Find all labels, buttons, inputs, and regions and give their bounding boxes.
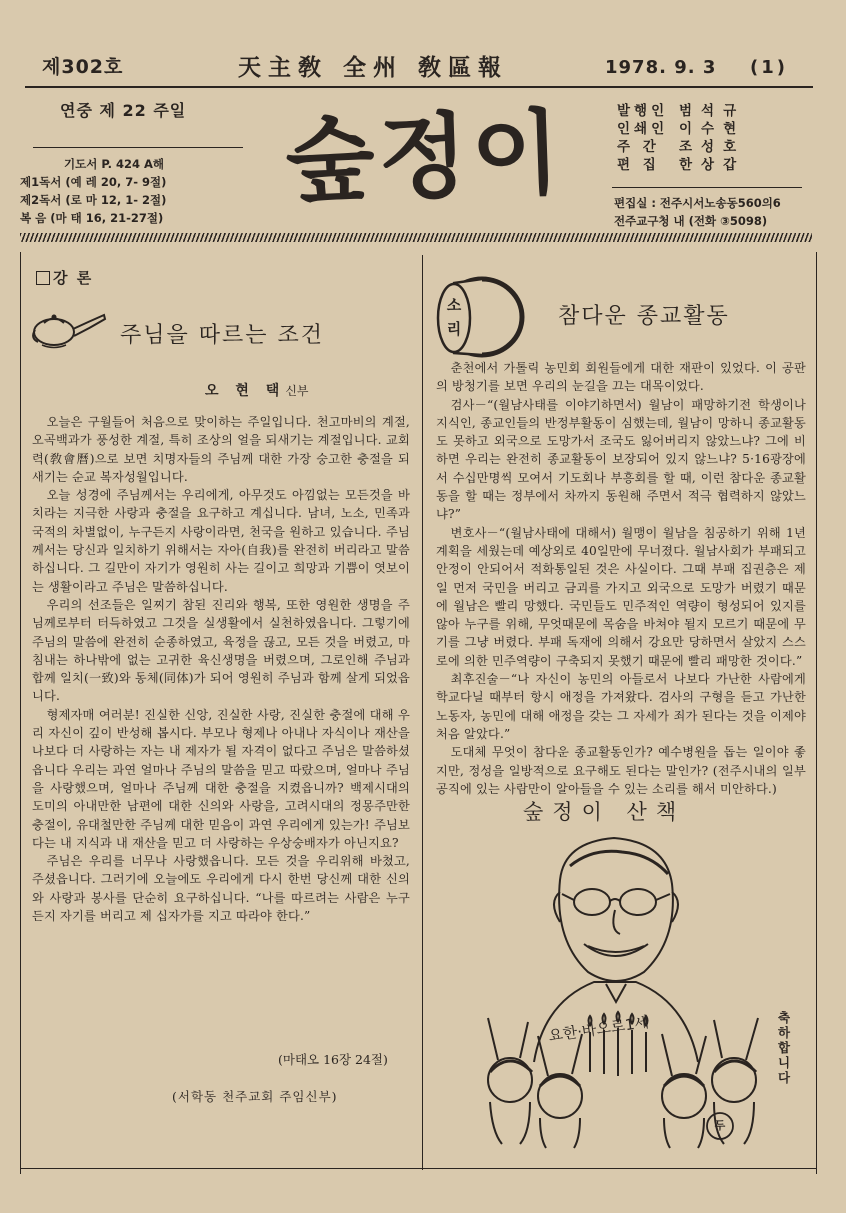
staff-role: 편 집: [617, 157, 660, 173]
column-title: 참다운 종교활동: [558, 304, 730, 329]
cartoon-banner: 요한·바오로1세: [547, 1013, 651, 1045]
voice-badge-icon: [432, 275, 527, 359]
sermon-paragraph: 주님은 우리를 너무나 사랑했읍니다. 모든 것을 우리위해 바쳤고, 주셨읍니다. 그러기에 오늘에도 우리에게 다시 한번 당신께 대한 신의와 사랑과 봉사를 단순히 요구하십니다. “나를 따르려는 사람은 누구든지 자기를 버리고 제 십자가를 지고 따라야 한다.”: [32, 854, 410, 924]
issue-date: 1978. 9. 3: [605, 57, 717, 78]
sermon-signature: (서학동 천주교회 주임신부): [172, 1089, 338, 1104]
column-paragraph: 도대체 무엇이 참다운 종교활동인가? 예수병원을 돕는 일이야 좋지만, 정성을 일방적으로 요구해도 된다는 말인가? (전주시내의 일부 공직에 있는 사람만이 알아들을 수 있는 소리를 해서 미안하다.): [436, 745, 806, 796]
staff-editor: [617, 156, 745, 174]
cartoon-title: 숲정이 산책: [523, 800, 686, 824]
sermon-citation: (마태오 16장 24절): [278, 1052, 388, 1067]
masthead-title: 숲정이: [283, 99, 567, 216]
column-divider: [422, 255, 423, 1170]
section-label: 강 론: [53, 269, 94, 287]
staff-role: 인쇄인: [617, 121, 669, 137]
readings-box: [20, 155, 166, 227]
liturgical-week: 연중 제 22 주일: [60, 101, 187, 120]
gospel-reading: 복 음 (마 태 16, 21-27절): [20, 211, 164, 225]
column-paragraph: 변호사－“(월남사태에 대해서) 월맹이 월남을 침공하기 위해 1년계획을 세웠는데 예상외로 40일만에 무너졌다. 월남사회가 부패되고 안정이 안되어서 적화통일된 것은 사실이다. 그때 부패 집권층은 제일 먼저 국민을 버리고 금괴를 가지고 외국으로 도망가 버렸기 때문에 월남은 빨리 망했다. 국민들도 민주적인 역량이 형성되어 있지를 않아 누구를 위해, 무엇때문에 목숨을 바쳐야 될지 모르기 때문에 무기를 그냥 버렸다. 부패 독재에 의해서 강요만 당하면서 살았지 스스로에 의한 민주역량이 구축되지 못했기 때문에 빨리 패망한 것이다.”: [436, 525, 806, 668]
staff-chief-editor: [617, 138, 745, 156]
prayer-book-ref: 기도서 P. 424 A해: [64, 157, 165, 171]
column-paragraph: 검사－“(월남사태를 이야기하면서) 월남이 패망하기전 학생이나 지식인, 종교인들의 반정부활동이 심했는데, 월남이 망하니 종교활동도 못하고 외국으로 도망가서 조국도 잃어버리지 않았느냐? 그에 비하면 우리는 완전히 종교활동이 보장되어 있지 않느냐? 5·16광장에서 수십만명씩 모여서 기도회나 부흥회를 할 때, 이런 참다운 종교활동을 할 때는 정부에서 차까지 동원해 주면서 적극 협력하지 않았느냐?”: [436, 397, 806, 522]
voice-badge-bottom: 리: [446, 320, 462, 338]
staff-name: 범석규: [679, 103, 746, 119]
page-number: (1): [750, 57, 788, 78]
pope-cartoon-illustration: [472, 822, 772, 1152]
staff-name: 한상갑: [679, 157, 746, 173]
top-rule: [25, 86, 813, 88]
author-title: 신부: [285, 384, 309, 398]
sermon-paragraph: 오늘 성경에 주님께서는 우리에게, 아무것도 아낌없는 모든것을 바치라는 지극한 사랑과 충절을 요구하고 계십니다. 남녀, 노소, 민족과 국적의 차별없이, 누구든지 사랑이라면, 천국을 원하고 있습니다. 주님께서는 당신과 일치하기 위해서는 자아(自我)를 완전히 버리라고 말씀하십니다. 그 길만이 자기가 영원히 사는 길이고 희망과 기쁨이 엿보이는 생활이라고 주님은 말씀하십니다.: [32, 488, 410, 594]
congrats-vertical: 축하합니다: [777, 1010, 791, 1085]
section-label-box: [36, 271, 50, 285]
staff-divider: [612, 187, 802, 188]
staff-role: 주 간: [617, 139, 660, 155]
masthead-hatched-rule: [20, 233, 812, 242]
staff-name: 이수현: [679, 121, 746, 137]
paper-name: 天主敎 全州 敎區報: [238, 54, 509, 81]
author-name: 오 현 택: [205, 383, 286, 399]
staff-printer: [617, 120, 745, 138]
column-body: [436, 359, 806, 798]
liturgical-divider: [33, 147, 243, 148]
issue-number: 제302호: [42, 56, 124, 78]
column-left-border: [20, 252, 21, 1174]
sermon-title: 주님을 따르는 조건: [120, 323, 325, 348]
staff-list: [617, 102, 745, 174]
staff-role: 발행인: [617, 103, 669, 119]
cartoon-stamp: 두: [714, 1119, 726, 1132]
editorial-office-phone: 전주교구청 내 (전화 ③5098): [614, 214, 768, 228]
staff-name: 조성호: [679, 139, 746, 155]
sermon-body: [32, 413, 410, 925]
teapot-icon: [30, 308, 108, 350]
sermon-paragraph: 형제자매 여러분! 진실한 신앙, 진실한 사랑, 진실한 충절에 대해 우리 자신이 깊이 반성해 봅시다. 부모나 형제나 아내나 자식이나 재산을 나보다 더 사랑하는 자는 내 제자가 될 자격이 없다고 주님은 말씀하셨읍니다 우리는 과연 얼마나 주님의 말씀을 믿고 따랐으며, 얼마나 주님을 사랑했으며, 얼마나 주님께 대한 충절을 지켰읍니까? 백제시대의 도미의 아내만한 남편에 대한 신의와 사랑을, 고려시대의 정몽주만한 충절이, 유대철만한 주님께 대한 믿음이 과연 우리에게 있는가! 주님보다는 내 지식과 내 재산을 믿고 더 사랑하는 우상숭배자가 아닌지요?: [32, 707, 410, 850]
first-reading: 제1독서 (예 레 20, 7- 9절): [20, 175, 167, 189]
column-paragraph: 최후진술－“나 자신이 농민의 아들로서 나보다 가난한 사람에게 학교다닐 때부터 항시 애정을 가져왔다. 검사의 구형을 듣고 가난한 노동자, 농민에 대해 애정을 갖는 그 자세가 죄가 된다는 것을 이제야 처음 알았다.”: [436, 672, 806, 741]
sermon-paragraph: 오늘은 구월들어 처음으로 맞이하는 주일입니다. 천고마비의 계절, 오곡백과가 풍성한 계절, 특히 조상의 얼을 되새기는 계절입니다. 교회력(敎會曆)으로 보면 치명자들의 주님께 대한 가장 숭고한 충절을 되새기는 순교 복자성월입니다.: [32, 415, 410, 484]
second-reading: 제2독서 (로 마 12, 1- 2절): [20, 193, 167, 207]
column-right-border: [816, 252, 817, 1174]
staff-publisher: [617, 102, 745, 120]
voice-badge-top: 소: [446, 296, 462, 314]
sermon-paragraph: 우리의 선조들은 일찌기 참된 진리와 행복, 또한 영원한 생명을 주님께로부터 터득하였고 그것을 실생활에서 실천하였읍니다. 그렇기에 주님의 말씀에 완전히 순종하였고, 육정을 끊고, 모든 것을 버렸고, 마침내는 하나밖에 없는 고귀한 육신생명을 버렸으며, 그로인해 주님과 합께 일치(一致)와 동체(同体)가 되어 영원히 주님과 함께 살게 되었읍니다.: [32, 597, 410, 704]
bottom-rule: [20, 1168, 816, 1169]
editorial-office: 편집실 : 전주시서노송동560의6: [614, 196, 781, 210]
column-paragraph: 춘천에서 가톨릭 농민회 회원들에게 대한 재판이 있었다. 이 공판의 방청기를 보면 우리의 눈길을 끄는 대목이었다.: [436, 361, 806, 394]
sermon-author: [205, 380, 309, 400]
